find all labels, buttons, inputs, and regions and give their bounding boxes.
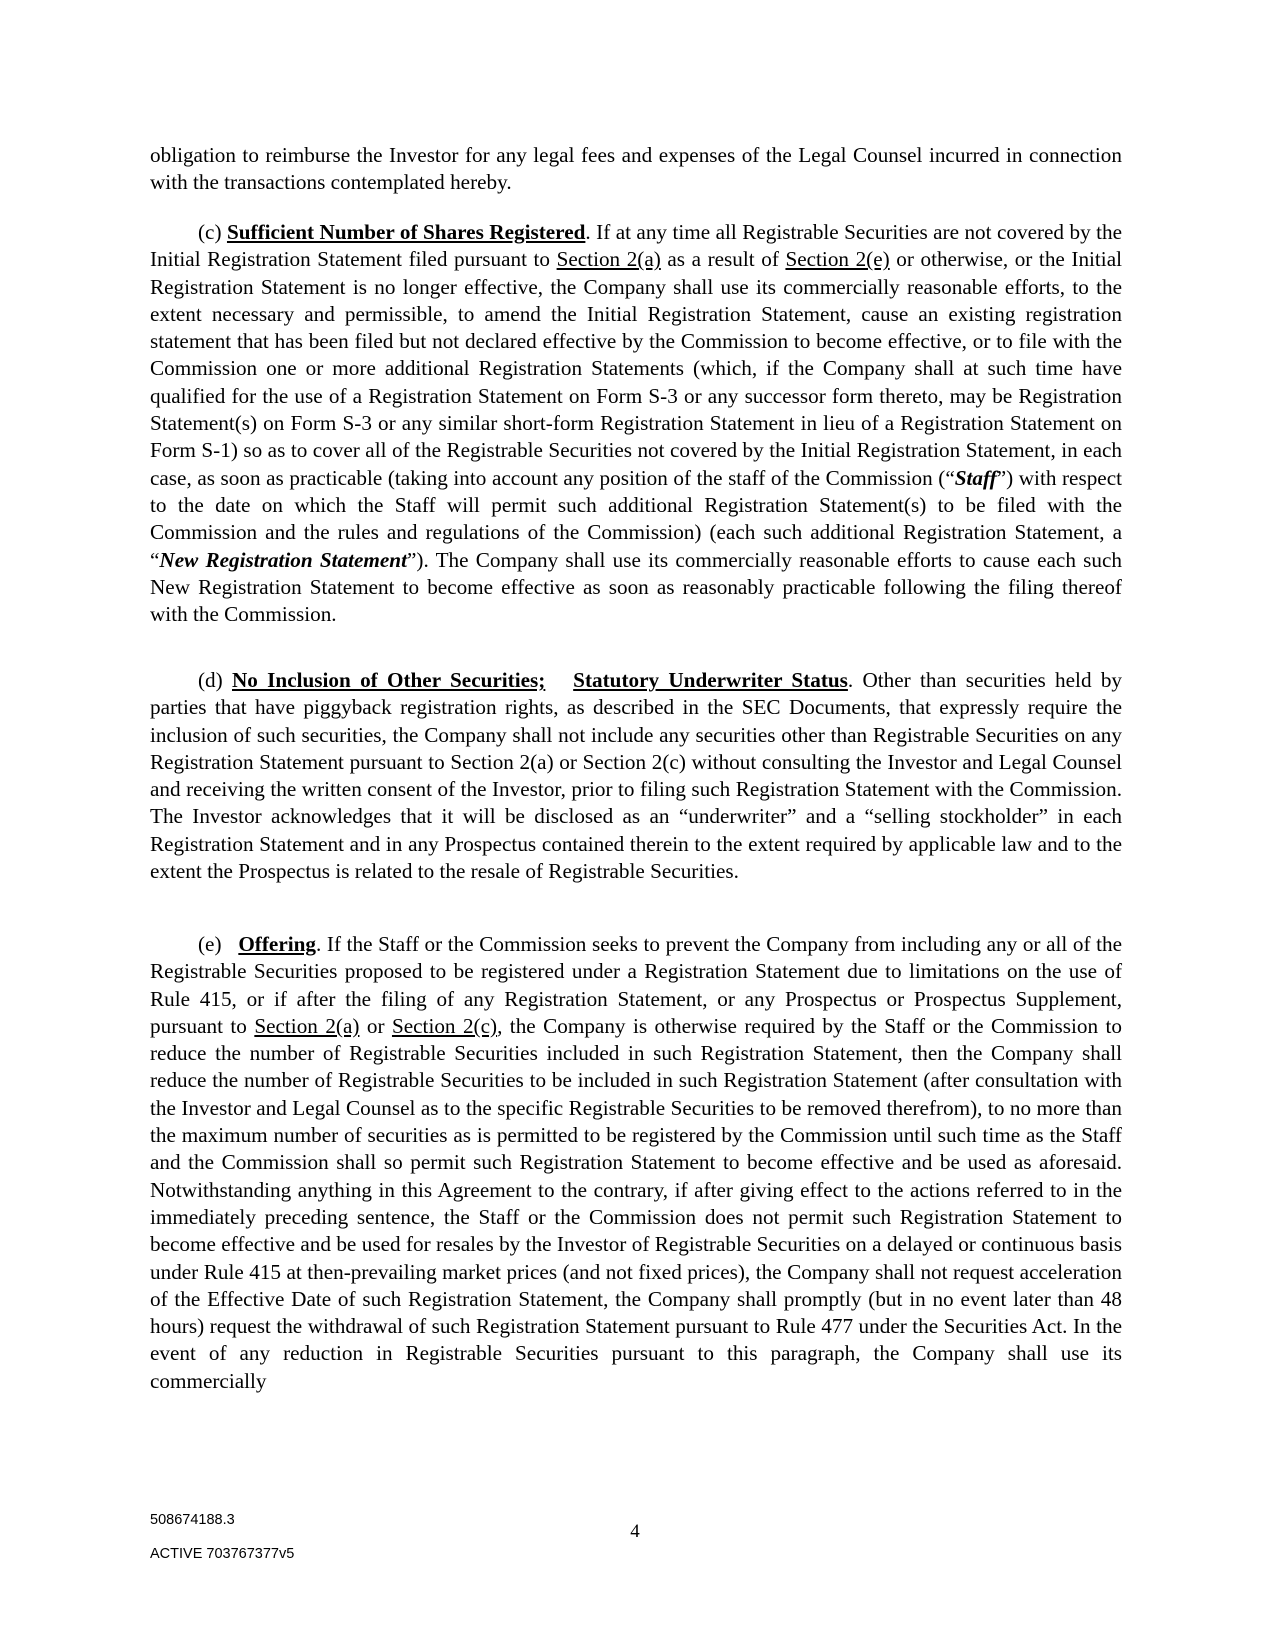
page-number: 4 xyxy=(630,1521,640,1542)
section-c-heading: Sufficient Number of Shares Registered xyxy=(226,220,586,244)
section-d-heading-2: Statutory Underwriter Status xyxy=(573,668,848,692)
section-e-heading: Offering xyxy=(238,932,316,956)
section-2c-reference: Section 2(c) xyxy=(391,1013,498,1038)
defined-term-staff: Staff xyxy=(954,465,997,490)
section-e-label: (e) xyxy=(198,932,222,956)
section-e-paragraph: (e) Offering. If the Staff or the Commission seeks to prevent the Company from including any or all of the Registrable Securities proposed to be registered under a Registration Statement due to limitations on the use of Rule 415, or if after the filing of any Registration Statement, or any Prospectus or Prospectus Supplement, pursuant to Section 2(a) or Section 2(c), the Company is otherwise required by the Staff or the Commission to reduce the number of Registrable Securities included in such Registration Statement, then the Company shall reduce the number of Registrable Securities to be included in such Registration Statement (after consultation with the Investor and Legal Counsel as to the specific Registrable Securities to be removed therefrom), to no more than the maximum number of securities as is permitted to be registered by the Commission until such time as the Staff and the Commission shall so permit such Registration Statement to become effective and be used as aforesaid. Notwithstanding anything in this Agreement to the contrary, if after giving effect to the actions referred to in the immediately preceding sentence, the Staff or the Commission does not permit such Registration Statement to become effective and be used for resales by the Investor of Registrable Securities on a delayed or continuous basis under Rule 415 at then-prevailing market prices (and not fixed prices), the Company shall not request acceleration of the Effective Date of such Registration Statement, the Company shall promptly (but in no event later than 48 hours) request the withdrawal of such Registration Statement pursuant to Rule 477 under the Securities Act. In the event of any reduction in Registrable Securities pursuant to this paragraph, the Company shall use its commercially xyxy=(150,932,1122,1393)
section-d-paragraph: (d) No Inclusion of Other Securities; Statutory Underwriter Status. Other than securities held by parties that have piggyback registration rights, as described in the SEC Documents, that expressly require the inclusion of such securities, the Company shall not include any securities other than Registrable Securities on any Registration Statement pursuant to Section 2(a) or Section 2(c) without consulting the Investor and Legal Counsel and receiving the written consent of the Investor, prior to filing such Registration Statement with the Commission. The Investor acknowledges that it will be disclosed as an “underwriter” and a “selling stockholder” in each Registration Statement and in any Prospectus contained therein to the extent required by applicable law and to the extent the Prospectus is related to the resale of Registrable Securities. xyxy=(150,668,1123,884)
footer-active-id: ACTIVE 703767377v5 xyxy=(150,1546,295,1562)
section-c-block xyxy=(150,219,1122,628)
defined-term-new-registration-statement: New Registration Statement xyxy=(159,547,407,572)
section-d-label: (d) xyxy=(198,668,223,692)
section-e-block xyxy=(150,931,1122,1395)
section-2e-reference: Section 2(e) xyxy=(785,247,890,272)
section-2a-reference: Section 2(a) xyxy=(254,1013,360,1038)
footer-document-id: 508674188.3 xyxy=(150,1512,235,1528)
intro-block xyxy=(150,142,1122,197)
section-d-block xyxy=(150,667,1122,885)
section-d-heading-1: No Inclusion of Other Securities; xyxy=(232,668,546,692)
section-c-paragraph: (c) Sufficient Number of Shares Registered. If at any time all Registrable Securities are not covered by the Initial Registration Statement filed pursuant to Section 2(a) as a result of Section 2(e) or otherwise, or the Initial Registration Statement is no longer effective, the Company shall use its commercially reasonable efforts, to the extent necessary and permissible, to amend the Initial Registration Statement, cause an existing registration statement that has been filed but not declared effective by the Commission to become effective, or to file with the Commission one or more additional Registration Statements (which, if the Company shall at such time have qualified for the use of a Registration Statement on Form S-3 or any successor form thereto, may be Registration Statement(s) on Form S-3 or any similar short-form Registration Statement in lieu of a Registration Statement on Form S-1) so as to cover all of the Registrable Securities not covered by the Initial Registration Statement, in each case, as soon as practicable (taking into account any position of the staff of the Commission (“Staff”) with respect to the date on which the Staff will permit such additional Registration Statement(s) to be filed with the Commission and the rules and regulations of the Commission) (each such additional Registration Statement, a “New Registration Statement”). The Company shall use its commercially reasonable efforts to cause each such New Registration Statement to become effective as soon as reasonably practicable following the filing thereof with the Commission. xyxy=(150,220,1122,627)
section-2a-reference: Section 2(a) xyxy=(556,247,661,272)
intro-paragraph: obligation to reimburse the Investor for any legal fees and expenses of the Legal Counsel incurred in connection with the transactions contemplated hereby. xyxy=(150,143,1122,195)
section-c-label: (c) xyxy=(198,220,222,244)
